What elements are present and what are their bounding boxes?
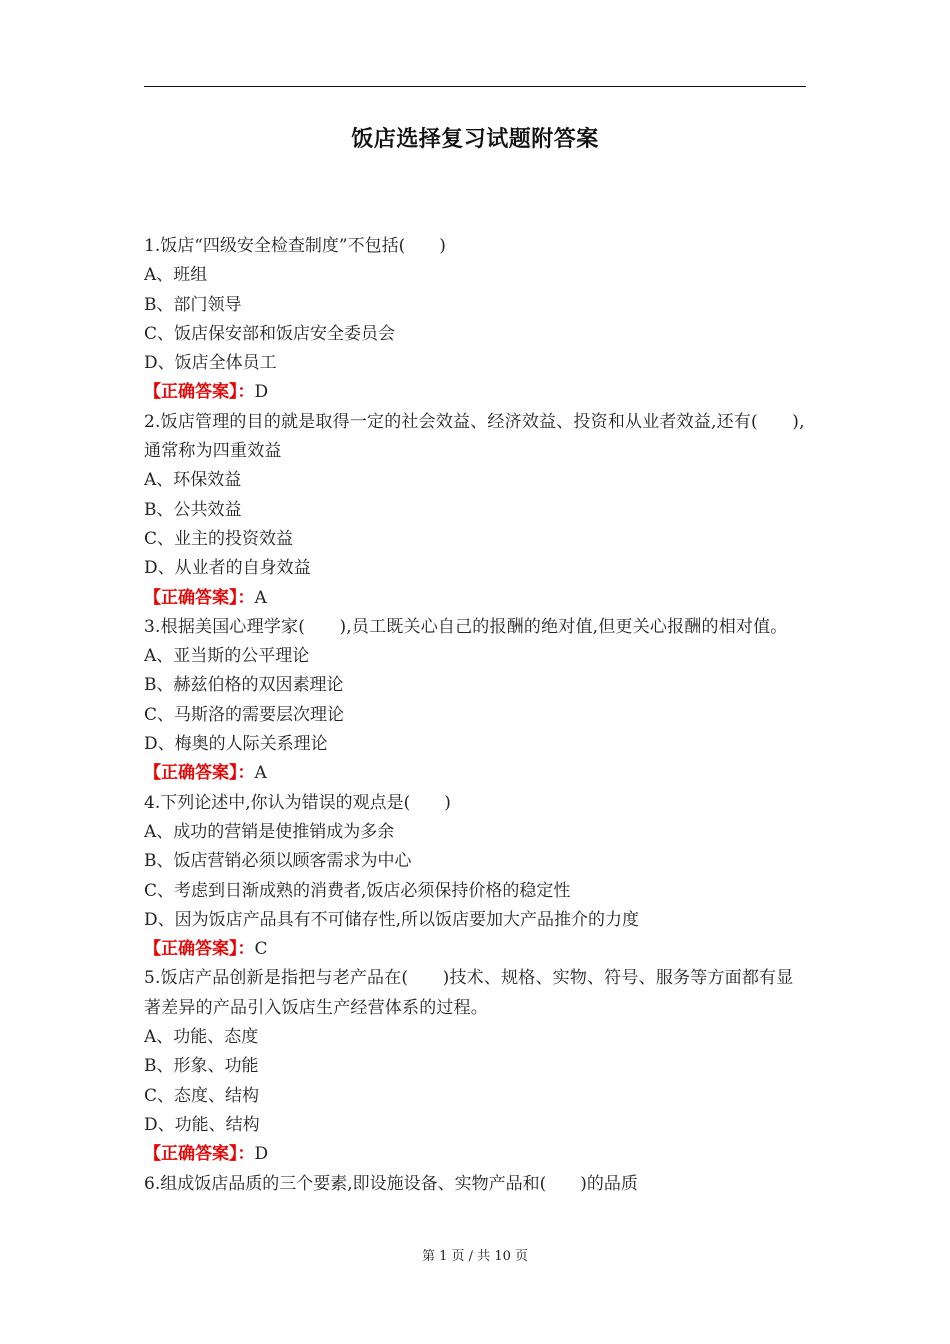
option-b: B、赫兹伯格的双因素理论 — [144, 675, 344, 696]
option-a: A、环保效益 — [144, 470, 242, 491]
answer-value: A — [254, 763, 267, 784]
answer-colon: ： — [237, 587, 255, 608]
option-d: D、从业者的自身效益 — [144, 558, 311, 579]
answer-label: 【正确答案】 — [144, 1144, 238, 1165]
answer-label: 【正确答案】 — [144, 382, 238, 403]
option-d: D、功能、结构 — [144, 1114, 260, 1135]
question-stem: 6.组成饭店品质的三个要素,即设施设备、实物产品和( )的品质 — [144, 1173, 638, 1194]
option-d: D、饭店全体员工 — [144, 353, 277, 374]
option-c: C、态度、结构 — [144, 1085, 260, 1106]
answer-label: 【正确答案】 — [144, 587, 238, 608]
answer-colon: ： — [237, 382, 255, 403]
option-a: A、成功的营销是使推销成为多余 — [144, 821, 395, 842]
answer-value: C — [254, 939, 268, 960]
answer-line — [144, 1140, 806, 1169]
option-b: B、形象、功能 — [144, 1056, 259, 1077]
answer-colon: ： — [237, 1144, 255, 1165]
question-stem: 2.饭店管理的目的就是取得一定的社会效益、经济效益、投资和从业者效益,还有( ),通常称为四重效益 — [144, 411, 805, 462]
answer-line — [144, 759, 806, 788]
question-stem: 3.根据美国心理学家( ),员工既关心自己的报酬的绝对值,但更关心报酬的相对值。 — [144, 616, 788, 637]
answer-value: A — [254, 587, 267, 608]
option-a: A、亚当斯的公平理论 — [144, 646, 310, 667]
option-a: A、班组 — [144, 265, 208, 286]
question-stem: 5.饭店产品创新是指把与老产品在( )技术、规格、实物、符号、服务等方面都有显著差异的产品引入饭店生产经营体系的过程。 — [144, 968, 794, 1018]
answer-value: D — [254, 382, 269, 403]
option-b: B、饭店营销必须以顾客需求为中心 — [144, 851, 412, 872]
option-b: B、公共效益 — [144, 499, 242, 520]
answer-colon: ： — [237, 763, 255, 784]
option-c: C、马斯洛的需要层次理论 — [144, 704, 345, 725]
answer-line — [144, 935, 806, 964]
page-footer: 第 1 页 / 共 10 页 — [422, 1249, 528, 1264]
answer-colon: ： — [237, 939, 255, 960]
option-d: D、梅奥的人际关系理论 — [144, 734, 328, 755]
answer-label: 【正确答案】 — [144, 939, 238, 960]
option-c: C、业主的投资效益 — [144, 528, 294, 549]
option-c: C、考虑到日渐成熟的消费者,饭店必须保持价格的稳定性 — [144, 880, 571, 901]
document-title: 饭店选择复习试题附答案 — [351, 127, 599, 152]
option-b: B、部门领导 — [144, 294, 242, 315]
question-stem: 4.下列论述中,你认为错误的观点是( ) — [144, 792, 451, 813]
question-stem: 1.饭店“四级安全检查制度”不包括( ) — [144, 236, 446, 256]
option-a: A、功能、态度 — [144, 1027, 259, 1048]
answer-line — [144, 378, 806, 407]
header-rule — [144, 86, 806, 87]
option-c: C、饭店保安部和饭店安全委员会 — [144, 323, 396, 344]
answer-line — [144, 584, 806, 613]
answer-value: D — [254, 1144, 269, 1165]
question-list — [144, 232, 806, 1199]
option-d: D、因为饭店产品具有不可储存性,所以饭店要加大产品推介的力度 — [144, 909, 640, 930]
answer-label: 【正确答案】 — [144, 763, 238, 784]
